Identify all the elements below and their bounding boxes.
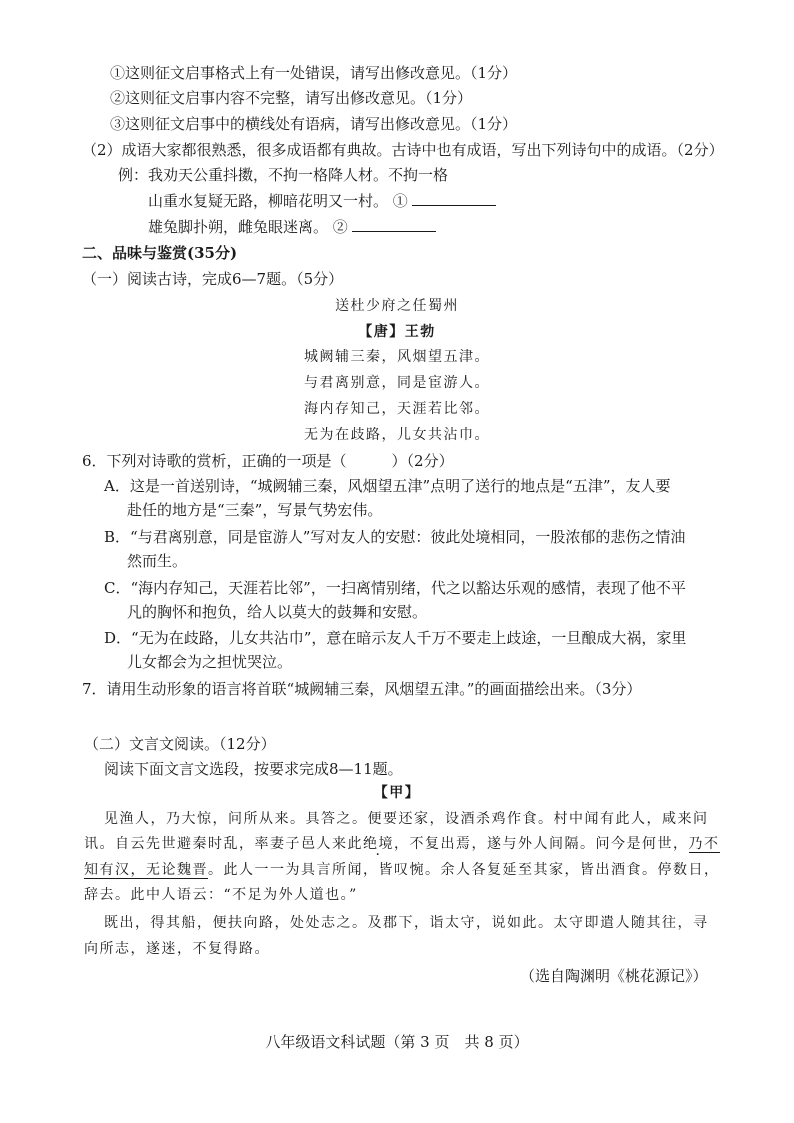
q6-stem: 6．下列对诗歌的赏析，正确的一项是（ ）（2分） xyxy=(82,452,454,470)
section-title: 二、品味与鉴赏(35分) xyxy=(82,244,238,262)
passage-line-2 xyxy=(84,833,720,855)
passage-label: 【甲】 xyxy=(373,785,421,801)
passage-line-6: 向所志，遂迷，不复得路。 xyxy=(84,941,270,957)
q5-sub-2: ②这则征文启事内容不完整，请写出修改意见。（1分） xyxy=(110,89,473,107)
q5-2-example: 例：我劝天公重抖擞，不拘一格降人材。不拘一格 xyxy=(118,166,449,184)
q7-stem: 7．请用生动形象的语言将首联“城阙辅三秦，风烟望五津。”的画面描绘出来。（3分） xyxy=(82,680,642,698)
q5-2-line1 xyxy=(148,190,496,212)
dotted-word: 绝境 xyxy=(363,836,394,852)
answer-blank-1[interactable] xyxy=(412,191,496,206)
q6-option-d-cont: 儿女都会为之担忧哭泣。 xyxy=(127,653,293,671)
q6-option-c: C．“海内存知己，天涯若比邻”，一扫离情别绪，代之以豁达乐观的感情，表现了他不平 xyxy=(104,579,686,597)
poem-author: 【唐】王勃 xyxy=(358,324,436,340)
q5-sub-3: ③这则征文启事中的横线处有语病，请写出修改意见。（1分） xyxy=(110,115,518,133)
passage-text: 讯。自云先世避秦时乱，率妻子邑人来此 xyxy=(84,836,363,852)
q6-option-d: D．“无为在歧路，儿女共沾巾”，意在暗示友人千万不要走上歧途，一旦酿成大祸，家里 xyxy=(104,629,687,647)
part1-title: （一）阅读古诗，完成6—7题。（5分） xyxy=(82,270,344,288)
q5-2-line1-text: 山重水复疑无路，柳暗花明又一村。 ① xyxy=(148,192,408,210)
page-footer: 八年级语文科试题（第 3 页 共 8 页） xyxy=(265,1033,529,1051)
q6-option-b-cont: 然而生。 xyxy=(127,552,188,570)
q5-2-line2-text: 雄兔脚扑朔，雌兔眼迷离。 ② xyxy=(148,218,348,236)
poem-line-1: 城阙辅三秦，风烟望五津。 xyxy=(304,349,490,365)
q6-option-a: A．这是一首送别诗，“城阙辅三秦，风烟望五津”点明了送行的地点是“五津”，友人要 xyxy=(104,477,671,495)
q5-sub-1: ①这则征文启事格式上有一处错误，请写出修改意见。（1分） xyxy=(110,64,518,82)
passage-text: 。此人一一为具言所闻，皆叹惋。余人各复延至其家，皆出酒食。停数日， xyxy=(208,862,720,878)
passage-source: （选自陶渊明《桃花源记》） xyxy=(520,967,708,985)
passage-line-5: 既出，得其船，便扶向路，处处志之。及郡下，诣太守，说如此。太守即遣人随其往，寻 xyxy=(104,915,709,931)
q6-option-c-cont: 凡的胸怀和抱负，给人以莫大的鼓舞和安慰。 xyxy=(127,603,428,621)
poem-line-4: 无为在歧路，儿女共沾巾。 xyxy=(304,427,490,443)
q5-2-line2 xyxy=(148,216,436,238)
answer-blank-2[interactable] xyxy=(352,217,436,232)
poem-title: 送杜少府之任蜀州 xyxy=(335,298,459,314)
underlined-sentence: 知有汉，无论魏晋 xyxy=(84,862,208,878)
q5-2-stem: （2）成语大家都很熟悉，很多成语都有典故。古诗中也有成语，写出下列诗句中的成语。（2分） xyxy=(82,141,724,159)
part2-intro: 阅读下面文言文选段，按要求完成8—11题。 xyxy=(104,760,403,778)
underlined-sentence: 乃不 xyxy=(688,836,720,852)
poem-line-2: 与君离别意，同是宦游人。 xyxy=(304,375,490,391)
passage-text: ，不复出焉，遂与外人间隔。问今是何世， xyxy=(394,836,689,852)
q6-option-b: B．“与君离别意，同是宦游人”写对友人的安慰：彼此处境相同，一股浓郁的悲伤之情油 xyxy=(104,528,686,546)
passage-line-3 xyxy=(84,859,720,881)
passage-line-1: 见渔人，乃大惊，问所从来。具答之。便要还家，设酒杀鸡作食。村中闻有此人，咸来问 xyxy=(104,811,709,827)
part2-title: （二）文言文阅读。（12分） xyxy=(84,735,276,753)
poem-line-3: 海内存知己，天涯若比邻。 xyxy=(304,401,490,417)
q6-option-a-cont: 赴任的地方是“三秦”，写景气势宏伟。 xyxy=(127,501,383,519)
passage-line-4: 辞去。此中人语云：“不足为外人道也。” xyxy=(84,887,358,903)
